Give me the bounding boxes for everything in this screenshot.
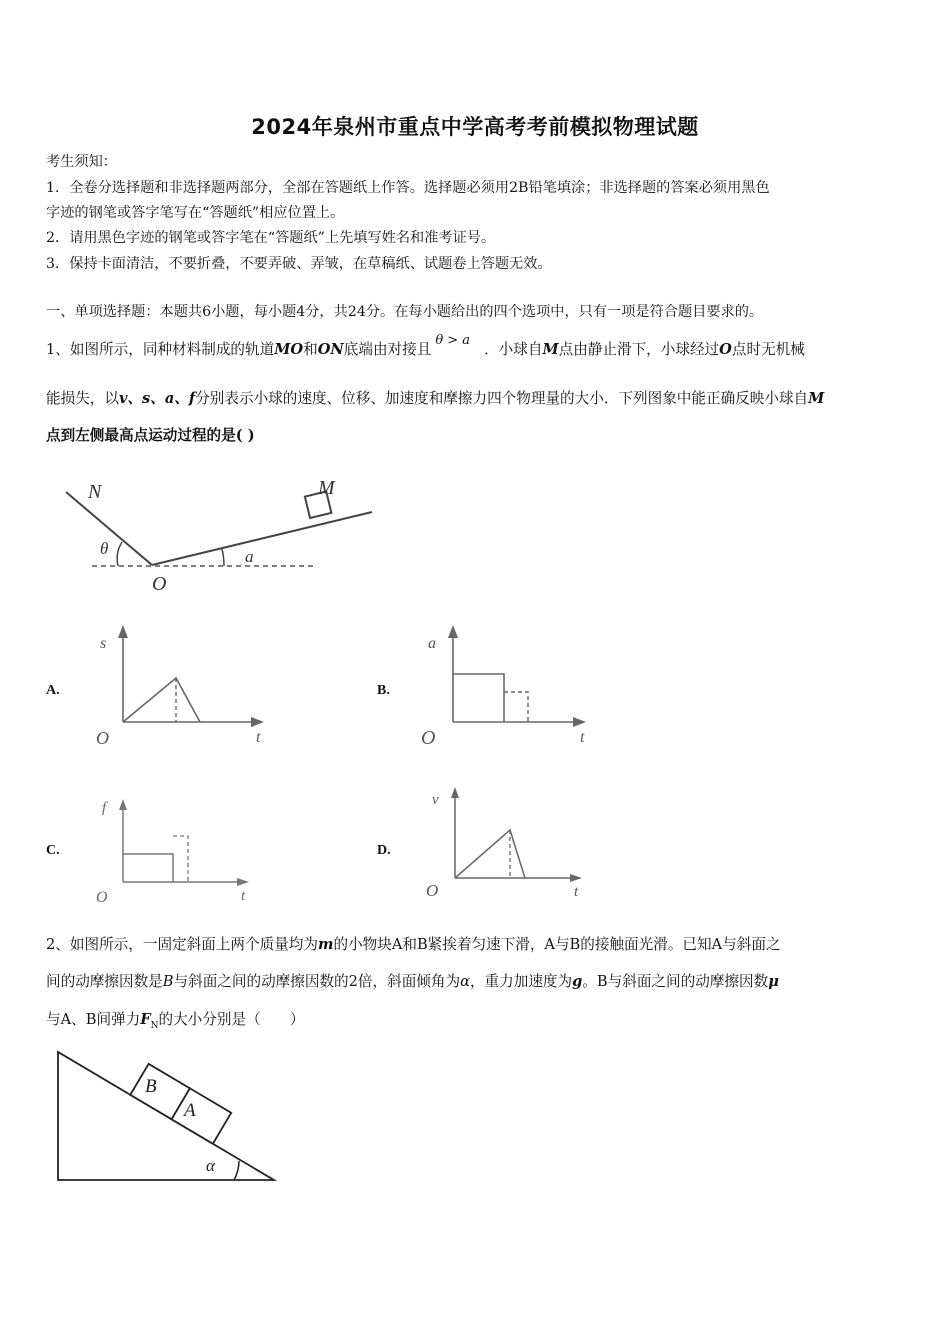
label-b: B xyxy=(145,1076,157,1097)
notice-item: 字迹的钢笔或答字笔写在“答题纸”相应位置上。 xyxy=(46,205,345,221)
q1-line2: 能损失，以v、s、a、f分别表示小球的速度、位移、加速度和摩擦力四个物理量的大小．下列图象中能正确反映小球自M xyxy=(46,390,825,407)
track-on xyxy=(66,492,152,565)
s-curve xyxy=(123,678,200,722)
q2-line1: 2、如图所示，一固定斜面上两个质量均为m的小物块A和B紧挨着匀速下滑，A与B的接触面光滑。已知A与斜面之 xyxy=(46,936,781,953)
v-curve xyxy=(455,830,525,878)
q2-line3: 与A、B间弹力$F_N$的大小分别是（ ） xyxy=(46,1011,305,1031)
page-title: 2024年泉州市重点中学高考考前模拟物理试题 xyxy=(251,115,699,139)
graph-c[interactable] xyxy=(88,792,258,908)
label-alpha: α xyxy=(206,1156,215,1175)
x-label: t xyxy=(241,888,246,904)
label-m: M xyxy=(318,477,335,499)
graph-b[interactable] xyxy=(418,622,598,750)
q1-line1: 1、如图所示，同种材料制成的轨道MO和ON底端由对接且θ > a．小球自M点由静止滑下，小球经过O点时无机械 xyxy=(46,333,805,358)
graph-a[interactable] xyxy=(88,622,268,750)
notice-item: 3．保持卡面清洁，不要折叠，不要弄破、弄皱，在草稿纸、试题卷上答题无效。 xyxy=(46,256,552,272)
incline-figure xyxy=(50,1046,290,1188)
x-label: t xyxy=(256,729,261,746)
section-heading: 一、单项选择题：本题共6小题，每小题4分，共24分。在每小题给出的四个选项中，只有一项是符合题目要求的。 xyxy=(46,304,764,320)
graph-d[interactable] xyxy=(418,782,590,904)
alpha-arc xyxy=(222,549,224,566)
option-d-label[interactable]: D. xyxy=(377,843,391,858)
x-label: t xyxy=(574,884,579,900)
origin-label: O xyxy=(96,889,108,906)
notice-item: 2．请用黑色字迹的钢笔或答字笔在“答题纸”上先填写姓名和准考证号。 xyxy=(46,230,496,246)
y-label: f xyxy=(102,800,107,816)
origin-label: O xyxy=(96,728,109,748)
label-theta: θ xyxy=(100,539,109,558)
option-a-label[interactable]: A. xyxy=(46,683,60,698)
label-n: N xyxy=(88,481,102,503)
label-o: O xyxy=(152,573,167,595)
f-step2 xyxy=(173,836,188,882)
notice-item: 1．全卷分选择题和非选择题两部分，全部在答题纸上作答。选择题必须用2B铅笔填涂；非选择题的答案必须用黑色 xyxy=(46,180,770,196)
q2-line2: 间的动摩擦因数是B与斜面之间的动摩擦因数的2倍，斜面倾角为α，重力加速度为g。B与斜面之间的动摩擦因数μ xyxy=(46,973,779,990)
y-label: s xyxy=(100,635,107,652)
origin-label: O xyxy=(421,727,436,749)
y-label: v xyxy=(432,792,439,808)
option-b-label[interactable]: B. xyxy=(377,683,390,698)
track-figure xyxy=(60,470,380,600)
f-step1 xyxy=(123,854,173,882)
x-label: t xyxy=(580,729,585,746)
label-alpha: a xyxy=(245,547,254,566)
a-step1 xyxy=(453,674,504,722)
option-c-label[interactable]: C. xyxy=(46,843,60,858)
track-mo xyxy=(152,512,372,565)
notice-heading: 考生须知： xyxy=(46,154,117,170)
origin-label: O xyxy=(426,881,439,900)
a-step2 xyxy=(504,692,528,722)
condition: θ > a xyxy=(435,333,471,348)
q1-line3: 点到左侧最高点运动过程的是( ) xyxy=(46,427,255,444)
theta-arc xyxy=(117,542,122,566)
y-label: a xyxy=(428,635,436,652)
label-a: A xyxy=(184,1100,196,1121)
